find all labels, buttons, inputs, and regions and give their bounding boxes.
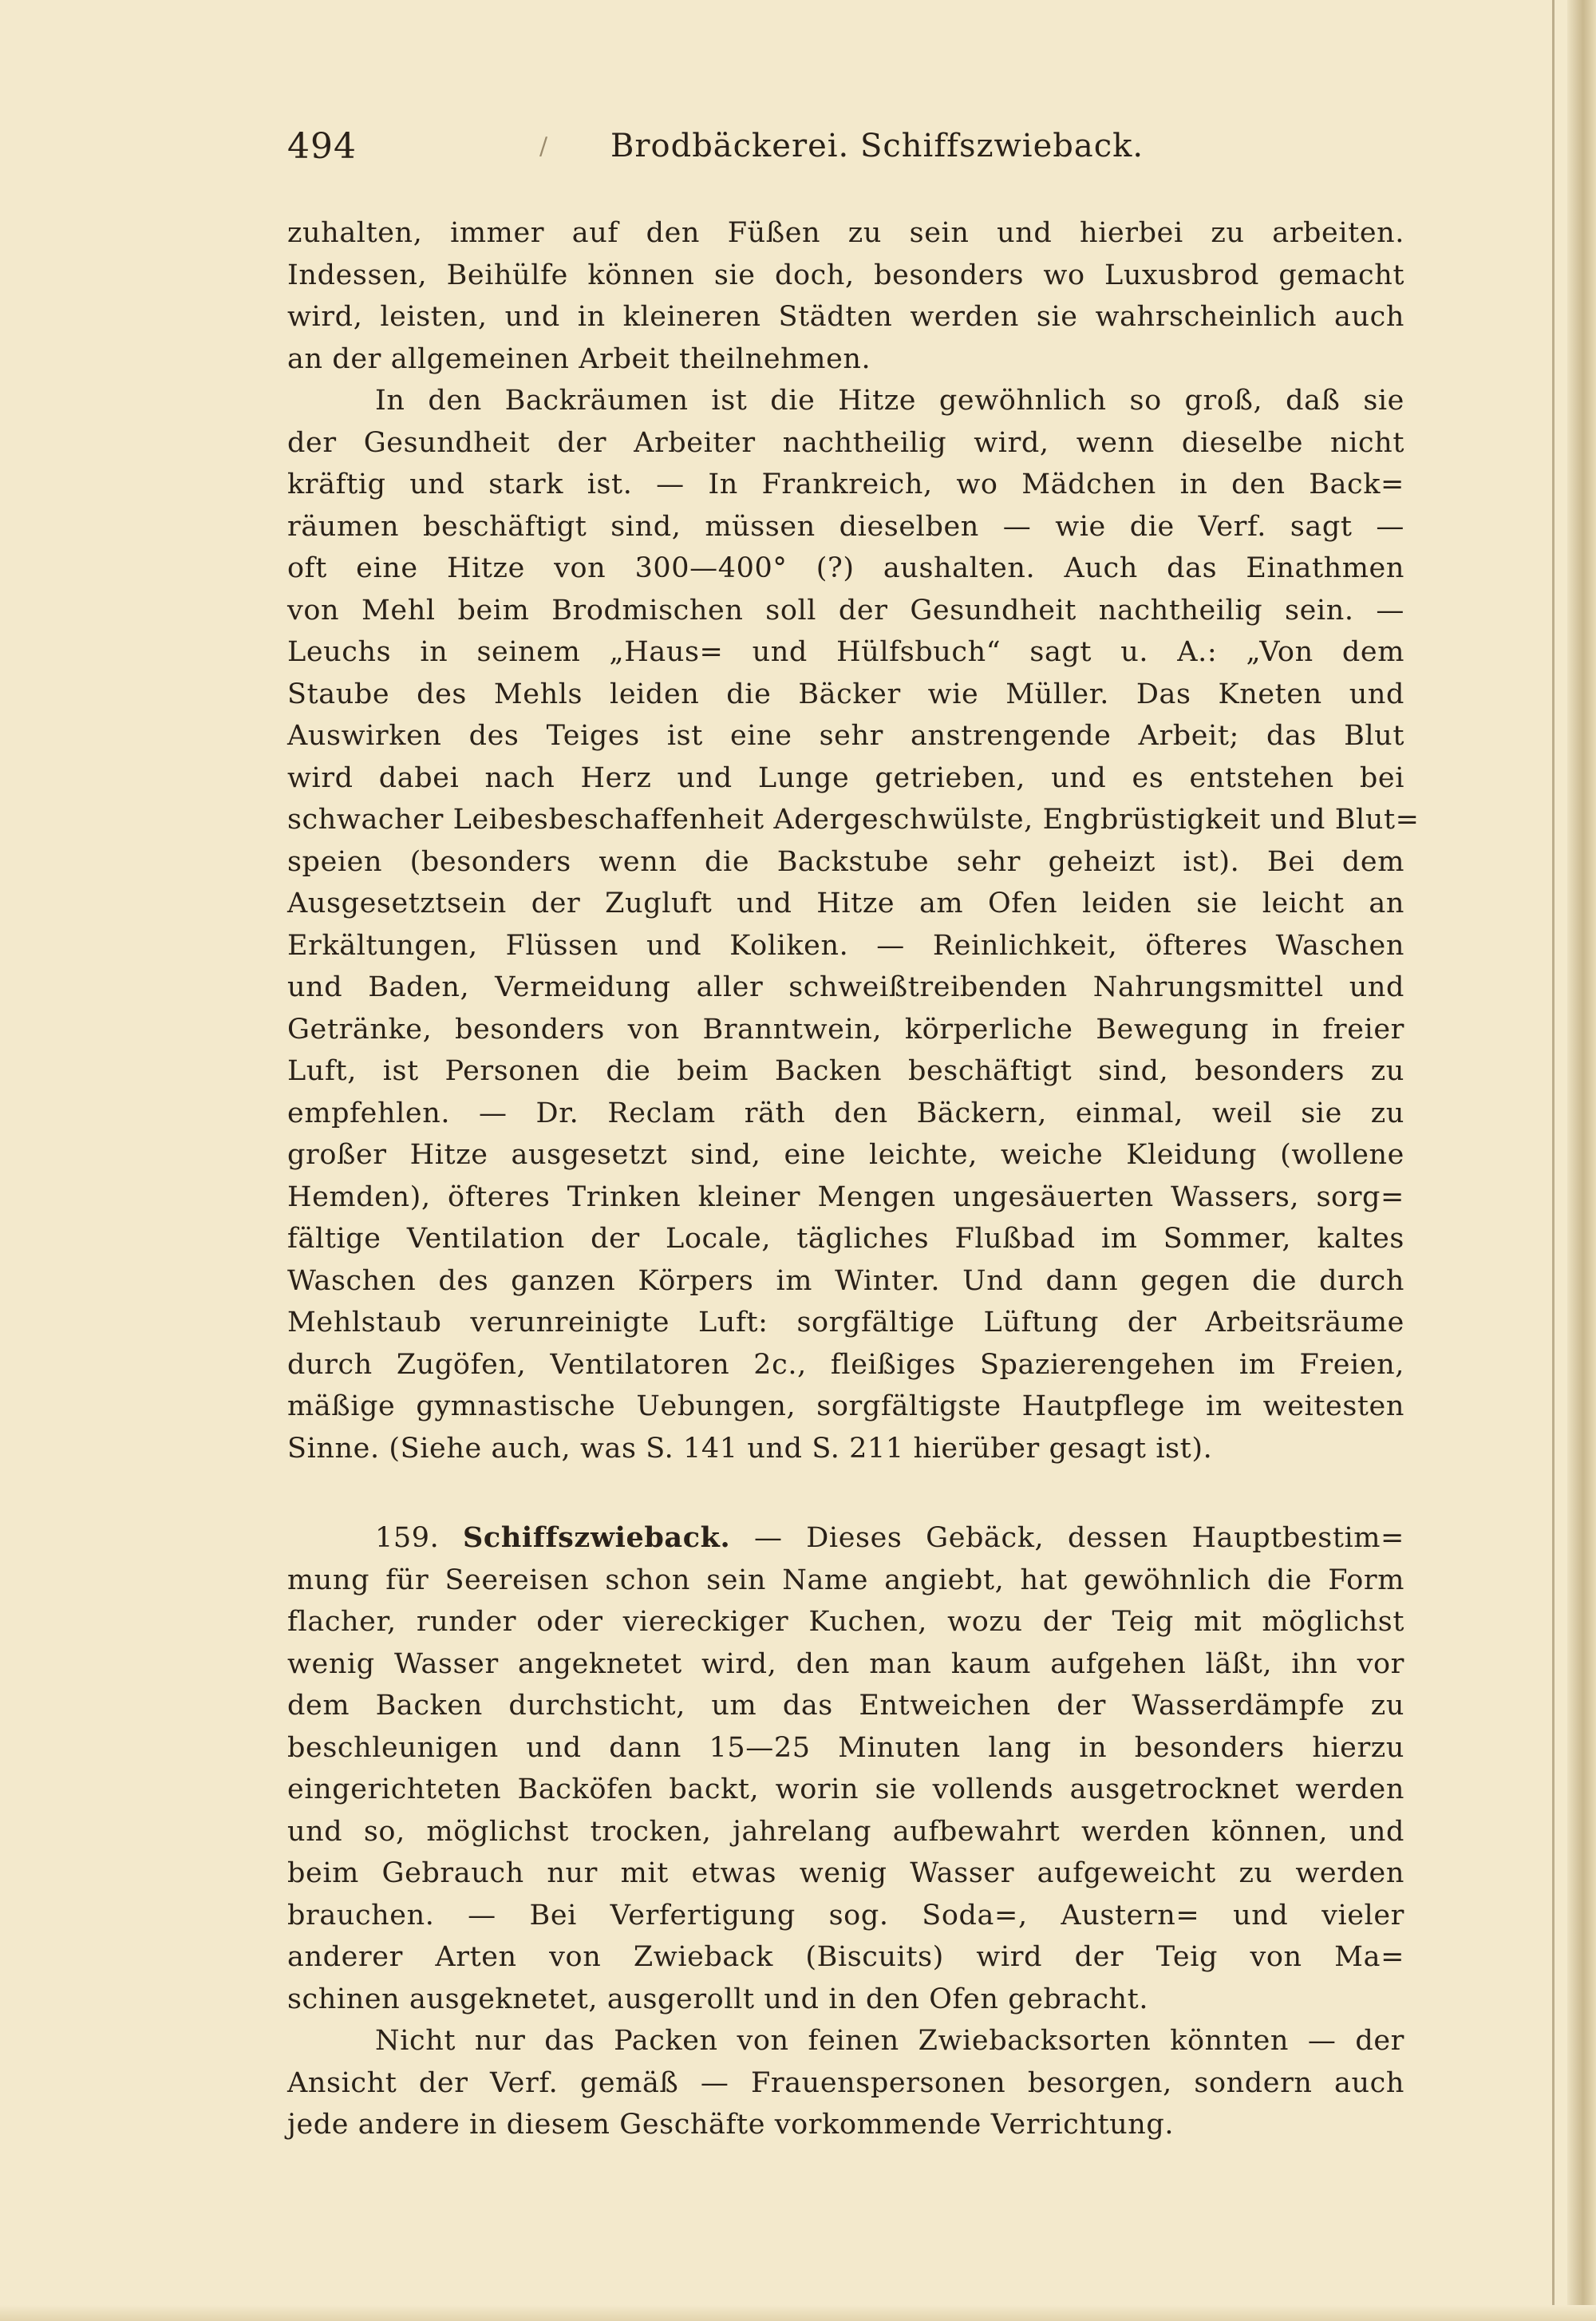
text-line: dem Backen durchsticht, um das Entweichen der Wasserdämpfe zu xyxy=(287,1690,1404,1722)
text-line: beim Gebrauch nur mit etwas wenig Wasser aufgeweicht zu werden xyxy=(287,1857,1404,1889)
paragraph xyxy=(287,2020,1404,2146)
text-line: durch Zugöfen, Ventilatoren 2c., fleißiges Spazierengehen im Freien, xyxy=(287,1348,1404,1381)
text-line: kräftig und stark ist. — In Frankreich, wo Mädchen in den Back= xyxy=(287,469,1404,500)
section-159 xyxy=(287,1517,1404,2020)
page-edge xyxy=(1567,0,1596,2321)
text-line: In den Backräumen ist die Hitze gewöhnlich so groß, daß sie xyxy=(375,385,1404,417)
text-line: Mehlstaub verunreinigte Luft: sorgfältige Lüftung der Arbeitsräume xyxy=(287,1307,1404,1338)
text-line: Staube des Mehls leiden die Bäcker wie Müller. Das Kneten und xyxy=(287,678,1404,710)
paragraph xyxy=(287,380,1420,1469)
text-line: Getränke, besonders von Branntwein, körperliche Bewegung in freier xyxy=(287,1013,1404,1046)
text-line: Hemden), öfteres Trinken kleiner Mengen ungesäuerten Wassers, sorg= xyxy=(287,1180,1404,1213)
text-line: von Mehl beim Brodmischen soll der Gesundheit nachtheilig sein. — xyxy=(287,594,1404,627)
text-line: speien (besonders wenn die Backstube sehr geheizt ist). Bei dem xyxy=(287,845,1404,878)
running-title: Brodbäckerei. Schiffszwieback. xyxy=(610,128,1144,164)
text-line: beschleunigen und dann 15—25 Minuten lang in besonders hierzu xyxy=(287,1731,1404,1764)
text-line: eingerichteten Backöfen backt, worin sie vollends ausgetrocknet werden xyxy=(287,1773,1404,1805)
text-line: Nicht nur das Packen von feinen Zwiebacksorten könnten — der xyxy=(375,2025,1404,2057)
paragraph xyxy=(287,212,1404,380)
text-line: fältige Ventilation der Locale, tägliches Flußbad im Sommer, kaltes xyxy=(287,1223,1404,1255)
text-line: flacher, runder oder viereckiger Kuchen, wozu der Teig mit möglichst xyxy=(287,1606,1404,1638)
text-line: wird dabei nach Herz und Lunge getrieben, und es entstehen bei xyxy=(287,761,1404,794)
page-number: 494 xyxy=(287,126,357,167)
text-line: der Gesundheit der Arbeiter nachtheilig wird, wenn dieselbe nicht xyxy=(287,426,1404,459)
page-bottom-edge xyxy=(0,2305,1596,2321)
text-line: an der allgemeinen Arbeit theilnehmen. xyxy=(287,342,871,375)
header-mark: / xyxy=(539,132,548,160)
text-line: Sinne. (Siehe auch, was S. 141 und S. 211 hierüber gesagt ist). xyxy=(287,1432,1213,1465)
text-line: räumen beschäftigt sind, müssen dieselben — wie die Verf. sagt — xyxy=(287,510,1404,543)
text-line: oft eine Hitze von 300—400° (?) aushalten. Auch das Einathmen xyxy=(287,552,1404,584)
text-line: mäßige gymnastische Uebungen, sorgfältigste Hautpflege im weitesten xyxy=(287,1390,1404,1422)
section-title: Schiffszwieback. xyxy=(463,1521,731,1554)
text-line: und Baden, Vermeidung aller schweißtreibenden Nahrungsmittel und xyxy=(287,971,1404,1003)
text-line: schwacher Leibesbeschaffenheit Adergeschwülste, Engbrüstigkeit und Blut= xyxy=(287,804,1420,836)
text-line: anderer Arten von Zwieback (Biscuits) wird der Teig von Ma= xyxy=(287,1941,1404,1973)
text-line: jede andere in diesem Geschäfte vorkommende Verrichtung. xyxy=(287,2109,1175,2141)
page-body xyxy=(287,212,1420,2146)
text-line: empfehlen. — Dr. Reclam räth den Bäckern, einmal, weil sie zu xyxy=(287,1097,1404,1129)
text-line: schinen ausgeknetet, ausgerollt und in den Ofen gebracht. xyxy=(287,1983,1149,2015)
text-line: und so, möglichst trocken, jahrelang aufbewahrt werden können, und xyxy=(287,1815,1404,1848)
text-line: Waschen des ganzen Körpers im Winter. Und dann gegen die durch xyxy=(287,1264,1404,1297)
section-heading-line xyxy=(287,1517,1404,1560)
text-line: Leuchs in seinem „Haus= und Hülfsbuch“ sagt u. A.: „Von dem xyxy=(287,636,1404,668)
text-line: großer Hitze ausgesetzt sind, eine leichte, weiche Kleidung (wollene xyxy=(287,1139,1404,1171)
text-line: mung für Seereisen schon sein Name angiebt, hat gewöhnlich die Form xyxy=(287,1564,1404,1596)
page-fold-line xyxy=(1552,0,1555,2321)
text-line: wenig Wasser angeknetet wird, den man kaum aufgehen läßt, ihn vor xyxy=(287,1647,1404,1680)
text-line: Indessen, Beihülfe können sie doch, besonders wo Luxusbrod gemacht xyxy=(287,259,1404,291)
text-line: Ansicht der Verf. gemäß — Frauenspersonen besorgen, sondern auch xyxy=(287,2066,1404,2099)
text-line: Ausgesetztsein der Zugluft und Hitze am Ofen leiden sie leicht an xyxy=(287,888,1404,919)
text-line: Auswirken des Teiges ist eine sehr anstrengende Arbeit; das Blut xyxy=(287,720,1404,752)
text-line: wird, leisten, und in kleineren Städten werden sie wahrscheinlich auch xyxy=(287,301,1404,333)
running-header xyxy=(287,126,1420,174)
text-line: zuhalten, immer auf den Füßen zu sein und hierbei zu arbeiten. xyxy=(287,217,1404,249)
text-line: Erkältungen, Flüssen und Koliken. — Reinlichkeit, öfteres Waschen xyxy=(287,929,1404,962)
text-line: brauchen. — Bei Verfertigung sog. Soda=, Austern= und vieler xyxy=(287,1899,1404,1932)
text-line: Luft, ist Personen die beim Backen beschäftigt sind, besonders zu xyxy=(287,1055,1404,1087)
section-gap xyxy=(287,1469,1404,1517)
section-number: 159. xyxy=(375,1522,440,1554)
section-first-line-text: — Dieses Gebäck, dessen Hauptbestim= xyxy=(753,1522,1404,1554)
